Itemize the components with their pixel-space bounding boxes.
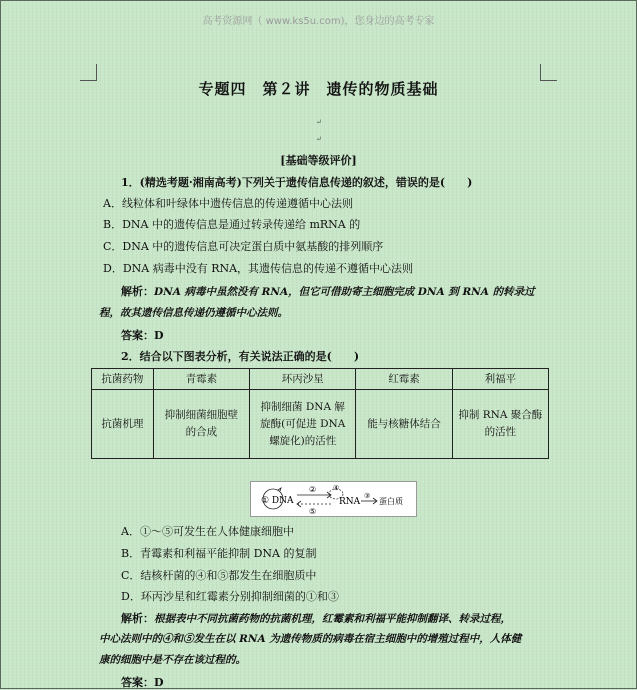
q1-answer: 答案：D xyxy=(121,329,164,342)
table-cell: 抑制细菌 DNA 解 旋酶(可促进 DNA 螺旋化)的活性 xyxy=(250,390,356,459)
table-cell: 抑制 RNA 聚合酶 的活性 xyxy=(452,390,548,459)
section-heading: [基础等级评价] xyxy=(280,154,357,167)
diagram-arrow-2: ② xyxy=(309,485,317,494)
table-header-cell: 环丙沙星 xyxy=(250,369,356,390)
central-dogma-diagram xyxy=(250,481,417,517)
q2-option-a: A．①～⑤可发生在人体健康细胞中 xyxy=(121,525,294,538)
q1-analysis-line-2: 程，故其遗传信息传递仍遵循中心法则。 xyxy=(99,307,288,319)
q1-option-d: D．DNA 病毒中没有 RNA，其遗传信息的传递不遵循中心法则 xyxy=(103,262,414,275)
page-title: 专题四 第２讲 遗传的物质基础 xyxy=(198,80,439,98)
q1-option-b: B．DNA 中的遗传信息是通过转录传递给 mRNA 的 xyxy=(103,218,361,231)
table-row-label: 抗菌机理 xyxy=(92,390,154,459)
diagram-protein: 蛋白质 xyxy=(379,497,403,506)
table-header-cell: 抗菌药物 xyxy=(92,369,154,390)
table-header-cell: 红霉素 xyxy=(356,369,452,390)
q2-analysis-line-1 xyxy=(121,610,511,626)
paragraph-mark: ↵ xyxy=(316,118,322,126)
diagram-dna: ① DNA xyxy=(261,496,294,506)
q1-option-a: A．线粒体和叶绿体中遗传信息的传递遵循中心法则 xyxy=(103,197,353,210)
table-header-cell: 利福平 xyxy=(452,369,548,390)
q2-option-b: B．青霉素和利福平能抑制 DNA 的复制 xyxy=(121,547,317,560)
q2-analysis-line-3: 康的细胞中是不存在该过程的。 xyxy=(99,654,246,666)
table-cell: 能与核糖体结合 xyxy=(356,390,452,459)
q1-option-c: C．DNA 中的遗传信息可决定蛋白质中氨基酸的排列顺序 xyxy=(103,240,384,253)
diagram-arrow-4: ④ xyxy=(333,484,340,492)
antibiotic-table xyxy=(91,368,549,459)
diagram-arrow-3: ③ xyxy=(364,492,371,500)
q2-analysis-line-2: 中心法则中的④和⑤发生在以 RNA 为遗传物质的病毒在宿主细胞中的增殖过程中，人体健 xyxy=(99,633,522,645)
q1-analysis-text-1: DNA 病毒中虽然没有 RNA，但它可借助寄主细胞完成 DNA 到 RNA 的转录过 xyxy=(154,286,535,298)
table-cell: 抑制细菌细胞壁 的合成 xyxy=(153,390,249,459)
table-header-cell: 青霉素 xyxy=(153,369,249,390)
header-source: 高考资源网（ www.ks5u.com)，您身边的高考专家 xyxy=(202,16,435,27)
diagram-rna: RNA xyxy=(339,497,361,507)
q2-analysis-label: 解析： xyxy=(121,612,154,625)
paragraph-mark: ↵ xyxy=(316,135,322,143)
q2-option-d: D．环丙沙星和红霉素分别抑制细菌的①和③ xyxy=(121,590,339,603)
q1-stem: 1．(精选考题·湘南高考)下列关于遗传信息传递的叙述，错误的是( ) xyxy=(121,176,473,189)
q2-option-c: C．结核杆菌的④和⑤都发生在细胞质中 xyxy=(121,569,317,582)
q2-stem: 2．结合以下图表分析，有关说法正确的是( ) xyxy=(121,350,360,363)
q2-analysis-text-1: 根据表中不同抗菌药物的抗菌机理，红霉素和利福平能抑制翻译、转录过程， xyxy=(154,613,511,625)
q1-analysis-label: 解析： xyxy=(121,285,154,298)
q1-analysis-line-1 xyxy=(121,283,535,299)
diagram-arrow-5: ⑤ xyxy=(309,507,317,516)
q2-answer: 答案：D xyxy=(121,676,164,689)
